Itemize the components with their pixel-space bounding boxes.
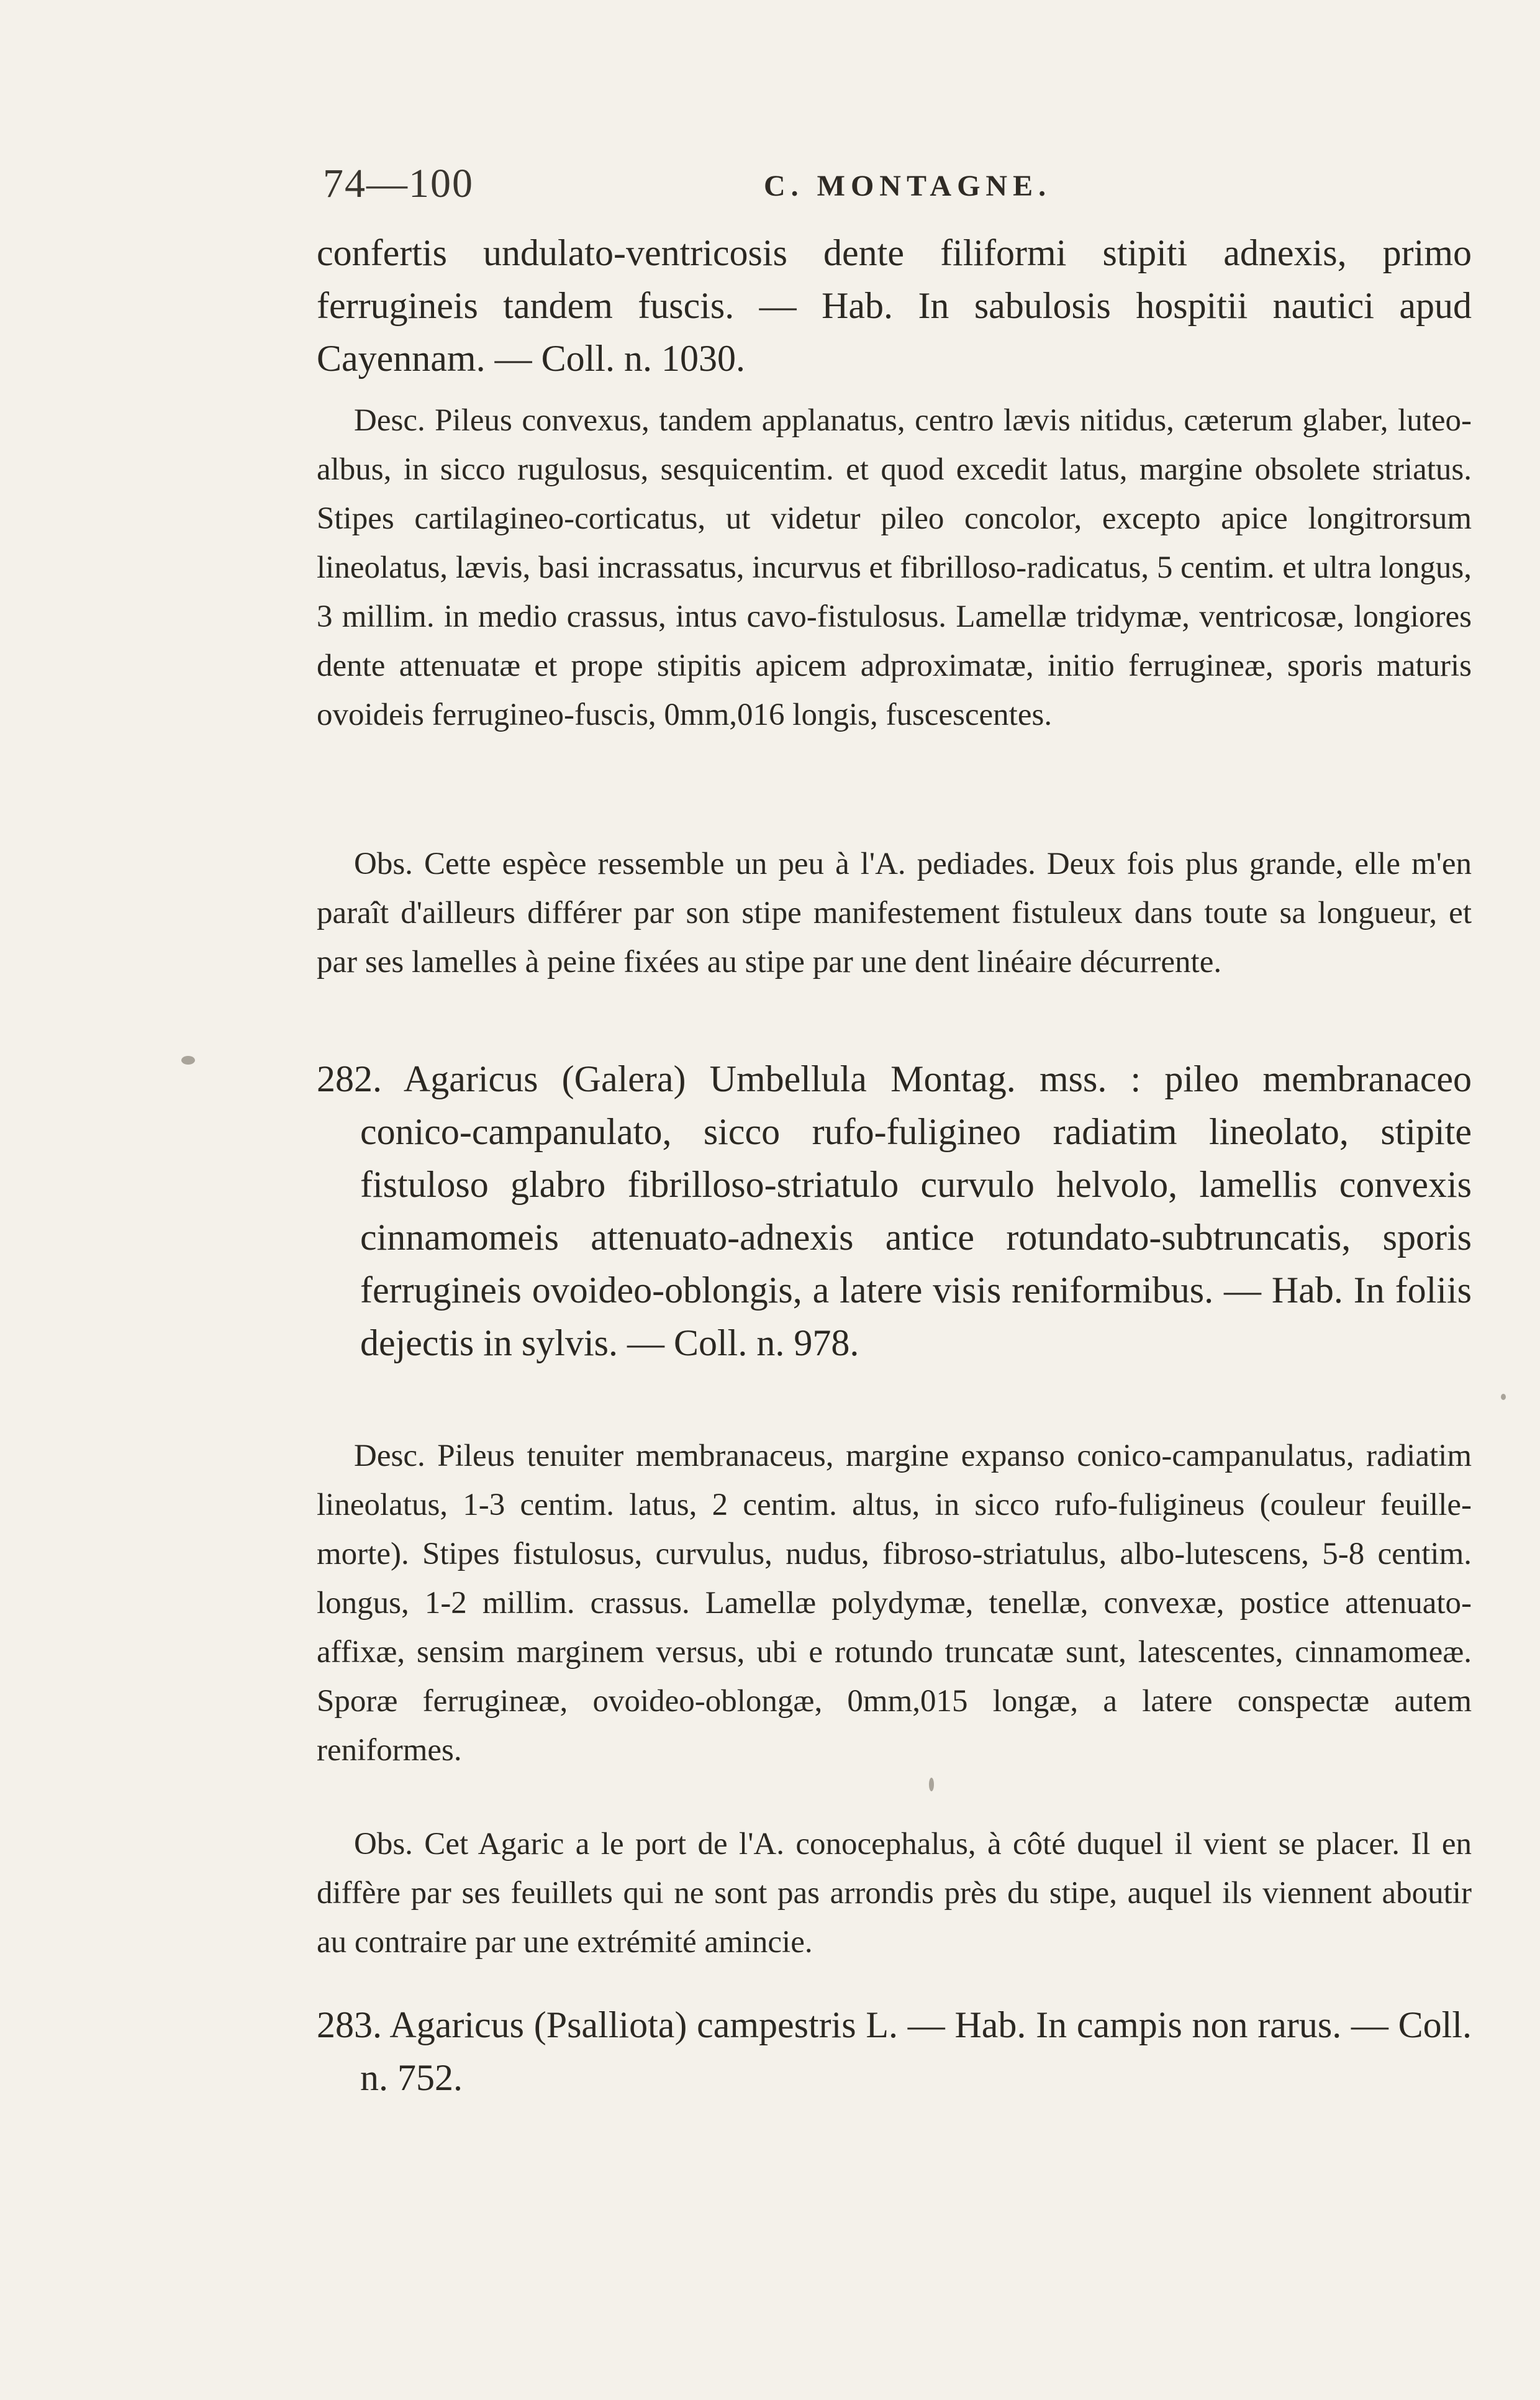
intro-latin-paragraph: confertis undulato-ventricosis dente filiformi stipiti adnexis, primo ferrugineis tandem fuscis. — Hab. In sabulosis hospitii nautici apud Cayennam. — Coll. n. 1030. (317, 232, 1472, 379)
print-blemish (1501, 1394, 1506, 1400)
print-blemish (929, 1778, 934, 1791)
page-header (323, 160, 1465, 216)
print-blemish (181, 1056, 195, 1065)
observation-281: Obs. Cette espèce ressemble un peu à l'A. pediades. Deux fois plus grande, elle m'en paraît d'ailleurs différer par son stipe manifestement fistuleux dans toute sa longueur, et par ses lamelles à peine fixées au stipe par une dent linéaire décurrente. (317, 847, 1472, 980)
page-number: 74—100 (323, 161, 474, 206)
description-281: Desc. Pileus convexus, tandem applanatus, centro lævis nitidus, cæterum glaber, luteo-albus, in sicco rugulosus, sesquicentim. et quod excedit latus, margine obsolete striatus. Stipes cartilagineo-corticatus, ut videtur pileo concolor, excepto apice longitrorsum lineolatus, lævis, basi incrassatus, incurvus et fibrilloso-radicatus, 5 centim. et ultra longus, 3 millim. in medio crassus, intus cavo-fistulosus. Lamellæ tridymæ, ventricosæ, longiores dente attenuatæ et prope stipitis apicem adproximatæ, initio ferrugineæ, sporis maturis ovoideis ferrugineo-fuscis, 0mm,016 longis, fuscescentes. (317, 403, 1472, 732)
observation-282: Obs. Cet Agaric a le port de l'A. conocephalus, à côté duquel il vient se placer. Il en diffère par ses feuillets qui ne sont pas arrondis près du stipe, auquel ils viennent aboutir au contraire par une extrémité amincie. (317, 1827, 1472, 1960)
running-title: C. MONTAGNE. (764, 170, 1052, 202)
species-283-entry: 283. Agaricus (Psalliota) campestris L. — Hab. In campis non rarus. — Coll. n. 752. (317, 2004, 1472, 2098)
description-282: Desc. Pileus tenuiter membranaceus, margine expanso conico-campanulatus, radiatim lineolatus, 1-3 centim. latus, 2 centim. altus, in sicco rufo-fuligineus (couleur feuille-morte). Stipes fistulosus, curvulus, nudus, fibroso-striatulus, albo-lutescens, 5-8 centim. longus, 1-2 millim. crassus. Lamellæ polydymæ, tenellæ, convexæ, postice attenuato-affixæ, sensim marginem versus, ubi e rotundo truncatæ sunt, latescentes, cinnamomeæ. Sporæ ferrugineæ, ovoideo-oblongæ, 0mm,015 longæ, a latere conspectæ autem reniformes. (317, 1439, 1472, 1768)
species-282-entry: 282. Agaricus (Galera) Umbellula Montag. mss. : pileo membranaceo conico-campanulato, sicco rufo-fuligineo radiatim lineolato, stipite fistuloso glabro fibrilloso-striatulo curvulo helvolo, lamellis convexis cinnamomeis attenuato-adnexis antice rotundato-subtruncatis, sporis ferrugineis ovoideo-oblongis, a latere visis reniformibus. — Hab. In foliis dejectis in sylvis. — Coll. n. 978. (317, 1058, 1472, 1363)
